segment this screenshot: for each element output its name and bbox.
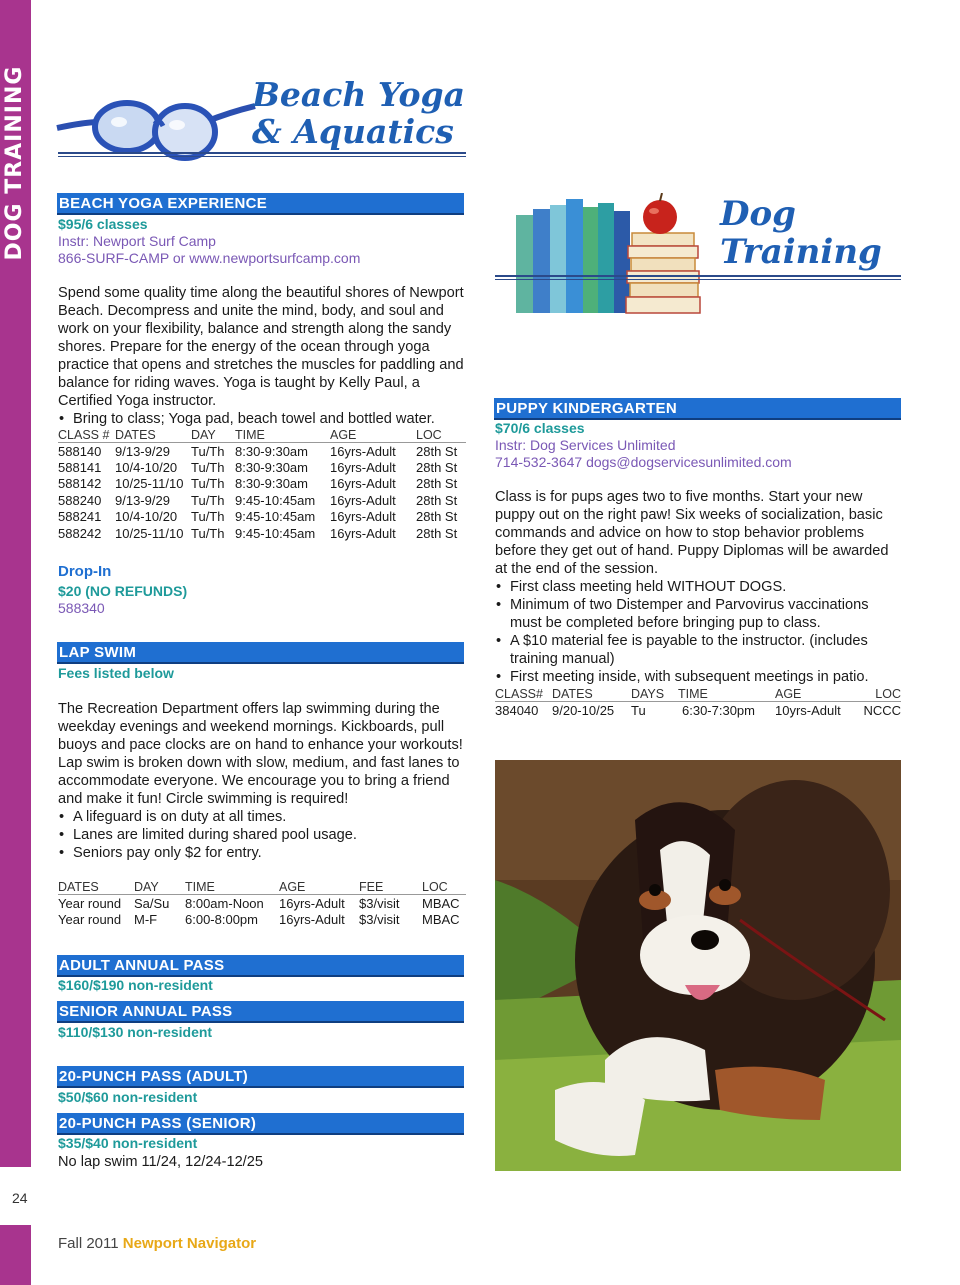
beach-yoga-schedule-table <box>58 428 466 542</box>
cell: 9:45-10:45am <box>235 492 316 508</box>
heading-lap-swim: LAP SWIM <box>57 642 464 664</box>
cell: 10yrs-Adult <box>775 702 841 718</box>
sidebar-bar-bottom <box>0 1225 31 1285</box>
cell: Tu/Th <box>191 509 225 525</box>
cell: 8:30-9:30am <box>235 476 308 492</box>
title-rule <box>495 275 901 280</box>
books-with-apple-icon <box>510 193 715 318</box>
col-header: LOC <box>861 687 901 702</box>
punch-adult-price: $50/$60 non-resident <box>58 1089 198 1105</box>
cell: 588240 <box>58 492 102 508</box>
puppy-instructor: Instr: Dog Services Unlimited <box>495 437 676 453</box>
table-row <box>58 476 466 493</box>
cell: Tu/Th <box>191 443 225 459</box>
heading-punch-pass-senior: 20-PUNCH PASS (SENIOR) <box>57 1113 464 1135</box>
cell: 9/20-10/25 <box>552 702 615 718</box>
puppy-info <box>495 420 792 471</box>
cell: $3/visit <box>359 895 400 911</box>
table-row <box>58 492 466 509</box>
cell: 6:30-7:30pm <box>682 702 755 718</box>
heading-adult-annual-pass: ADULT ANNUAL PASS <box>57 955 464 977</box>
puppy-contact: 714-532-3647 dogs@dogservicesunlimited.com <box>495 454 792 470</box>
cell: 588140 <box>58 443 102 459</box>
beach-yoga-description-text: Spend some quality time along the beautiful shores of Newport Beach. Decompress and unite the mind, body, and soul and work on your flexibility, balance and strength along the sandy shores. Prepare for the energy of the ocean through yoga practice that opens and stretches the muscles for paddling and balance for riding waves. Yoga is taught by Kelly Paul, a Certified Yoga instructor. <box>58 285 464 409</box>
cell: NCCC <box>863 702 901 718</box>
cell: 16yrs-Adult <box>330 443 396 459</box>
beach-yoga-info <box>58 216 360 267</box>
heading-puppy-kindergarten: PUPPY KINDERGARTEN <box>494 398 901 420</box>
sidebar-label: DOG TRAINING <box>2 65 27 261</box>
col-header: DATES <box>115 428 191 443</box>
cell: 28th St <box>416 509 458 525</box>
cell: 28th St <box>416 476 458 492</box>
cell: 9/13-9/29 <box>115 492 170 508</box>
col-header: TIME <box>235 428 330 443</box>
col-header: AGE <box>330 428 416 443</box>
cell: $3/visit <box>359 911 400 927</box>
cell: Year round <box>58 911 122 927</box>
cell: 16yrs-Adult <box>330 459 396 475</box>
cell: MBAC <box>422 911 460 927</box>
table-header-row <box>58 880 466 895</box>
section-title-dog-training <box>720 194 882 272</box>
cell: 16yrs-Adult <box>330 492 396 508</box>
list-item: • Minimum of two Distemper and Parvovirus vaccinations must be completed before bringing pup to class. <box>495 596 902 632</box>
puppy-price: $70/6 classes <box>495 420 585 436</box>
lap-swim-fees: Fees listed below <box>58 665 174 681</box>
cell: 28th St <box>416 459 458 475</box>
drop-in-price: $20 (NO REFUNDS) <box>58 583 188 599</box>
beach-yoga-description <box>58 284 466 428</box>
cell: 10/25-11/10 <box>115 525 184 541</box>
cell: Tu <box>631 702 646 718</box>
footer <box>58 1235 256 1252</box>
col-header: DATES <box>552 687 631 702</box>
adult-pass-price: $160/$190 non-resident <box>58 977 213 993</box>
list-item: • A lifeguard is on duty at all times. <box>58 808 466 826</box>
cell: 8:30-9:30am <box>235 443 308 459</box>
table-row <box>58 911 466 928</box>
col-header: DATES <box>58 880 134 895</box>
list-item: • A $10 material fee is payable to the instructor. (includes training manual) <box>495 632 902 668</box>
title-rule <box>58 152 466 157</box>
table-row <box>58 895 466 912</box>
list-item: • Lanes are limited during shared pool usage. <box>58 826 466 844</box>
cell: 588242 <box>58 525 102 541</box>
table-row <box>58 459 466 476</box>
beach-yoga-bullets <box>58 410 466 428</box>
cell: 9:45-10:45am <box>235 509 316 525</box>
cell: Tu/Th <box>191 525 225 541</box>
cell: Tu/Th <box>191 476 225 492</box>
col-header: TIME <box>185 880 279 895</box>
list-item: • First meeting inside, with subsequent meetings in patio. <box>495 668 902 686</box>
lap-swim-description <box>58 700 466 862</box>
footer-brand: Newport Navigator <box>122 1235 257 1252</box>
col-header: LOC <box>416 428 466 443</box>
col-header: FEE <box>359 880 422 895</box>
punch-senior-note: No lap swim 11/24, 12/24-12/25 <box>58 1154 263 1170</box>
cell: 28th St <box>416 492 458 508</box>
list-item: • Seniors pay only $2 for entry. <box>58 844 466 862</box>
puppy-bullets <box>495 578 902 686</box>
col-header: CLASS# <box>495 687 552 702</box>
cell: 9/13-9/29 <box>115 443 170 459</box>
page-number: 24 <box>12 1190 28 1206</box>
title-line-2: Training <box>720 232 882 272</box>
cell: 28th St <box>416 525 458 541</box>
col-header: DAYS <box>631 687 678 702</box>
cell: Year round <box>58 895 122 911</box>
cell: 8:00am-Noon <box>185 895 264 911</box>
title-line-1: Dog <box>720 194 796 234</box>
beach-yoga-price: $95/6 classes <box>58 216 148 232</box>
cell: MBAC <box>422 895 460 911</box>
heading-beach-yoga: BEACH YOGA EXPERIENCE <box>57 193 464 215</box>
cell: 588241 <box>58 509 102 525</box>
beach-yoga-instructor: Instr: Newport Surf Camp <box>58 233 216 249</box>
cell: 6:00-8:00pm <box>185 911 258 927</box>
table-header-row <box>495 687 901 702</box>
col-header: AGE <box>279 880 359 895</box>
punch-senior-price: $35/$40 non-resident <box>58 1135 198 1151</box>
cell: 588142 <box>58 476 102 492</box>
heading-senior-annual-pass: SENIOR ANNUAL PASS <box>57 1001 464 1023</box>
cell: 28th St <box>416 443 458 459</box>
title-line-2: & Aquatics <box>252 112 454 151</box>
col-header: TIME <box>678 687 775 702</box>
table-row <box>58 509 466 526</box>
cell: 16yrs-Adult <box>330 525 396 541</box>
cell: 16yrs-Adult <box>279 911 345 927</box>
list-item: • Bring to class; Yoga pad, beach towel and bottled water. <box>58 410 466 428</box>
lap-swim-bullets <box>58 808 466 862</box>
table-header-row <box>58 428 466 443</box>
cell: 16yrs-Adult <box>279 895 345 911</box>
title-line-1: Beach Yoga <box>252 75 466 114</box>
cell: 10/4-10/20 <box>115 509 178 525</box>
beach-yoga-contact: 866-SURF-CAMP or www.newportsurfcamp.com <box>58 250 361 266</box>
drop-in-info <box>58 583 187 617</box>
cell: 8:30-9:30am <box>235 459 308 475</box>
col-header: LOC <box>422 880 466 895</box>
table-row <box>58 443 466 460</box>
cell: 588141 <box>58 459 102 475</box>
senior-pass-price: $110/$130 non-resident <box>58 1024 213 1040</box>
cell: M-F <box>134 911 158 927</box>
cell: 9:45-10:45am <box>235 525 316 541</box>
lap-swim-description-text: The Recreation Department offers lap swimming during the weekday evenings and weekend mornings. Kickboards, pull buoys and pace clocks are on hand to enhance your workouts! Lap swim is broken down with slow, medium, and fast lanes to accommodate everyone. We encourage you to bring a friend and make it fun! Circle swimming is required! <box>58 701 463 807</box>
section-title-aquatics <box>252 75 466 151</box>
table-row <box>58 525 466 542</box>
heading-punch-pass-adult: 20-PUNCH PASS (ADULT) <box>57 1066 464 1088</box>
puppy-description-text: Class is for pups ages two to five months. Start your new puppy out on the right paw! Six weeks of socialization, basic commands and advice on how to stop behavior problems before they get out of hand. Puppy Diplomas will be awarded at the end of the session. <box>495 489 889 577</box>
cell: Tu/Th <box>191 459 225 475</box>
dog-photo-icon <box>495 760 901 1171</box>
cell: 10/4-10/20 <box>115 459 178 475</box>
cell: 16yrs-Adult <box>330 476 396 492</box>
puppy-description <box>495 488 902 686</box>
cell: 16yrs-Adult <box>330 509 396 525</box>
cell: Sa/Su <box>134 895 170 911</box>
list-item: • First class meeting held WITHOUT DOGS. <box>495 578 902 596</box>
drop-in-title: Drop-In <box>58 563 112 580</box>
cell: 10/25-11/10 <box>115 476 184 492</box>
lap-swim-schedule-table <box>58 880 466 928</box>
puppy-schedule-table <box>495 687 901 718</box>
drop-in-code: 588340 <box>58 600 105 616</box>
cell: 384040 <box>495 702 539 718</box>
col-header: AGE <box>775 687 861 702</box>
col-header: DAY <box>134 880 185 895</box>
cell: Tu/Th <box>191 492 225 508</box>
footer-season: Fall 2011 <box>58 1235 119 1252</box>
table-row <box>495 702 901 719</box>
col-header: CLASS # <box>58 428 115 443</box>
sidebar-tab <box>0 0 31 1285</box>
col-header: DAY <box>191 428 235 443</box>
